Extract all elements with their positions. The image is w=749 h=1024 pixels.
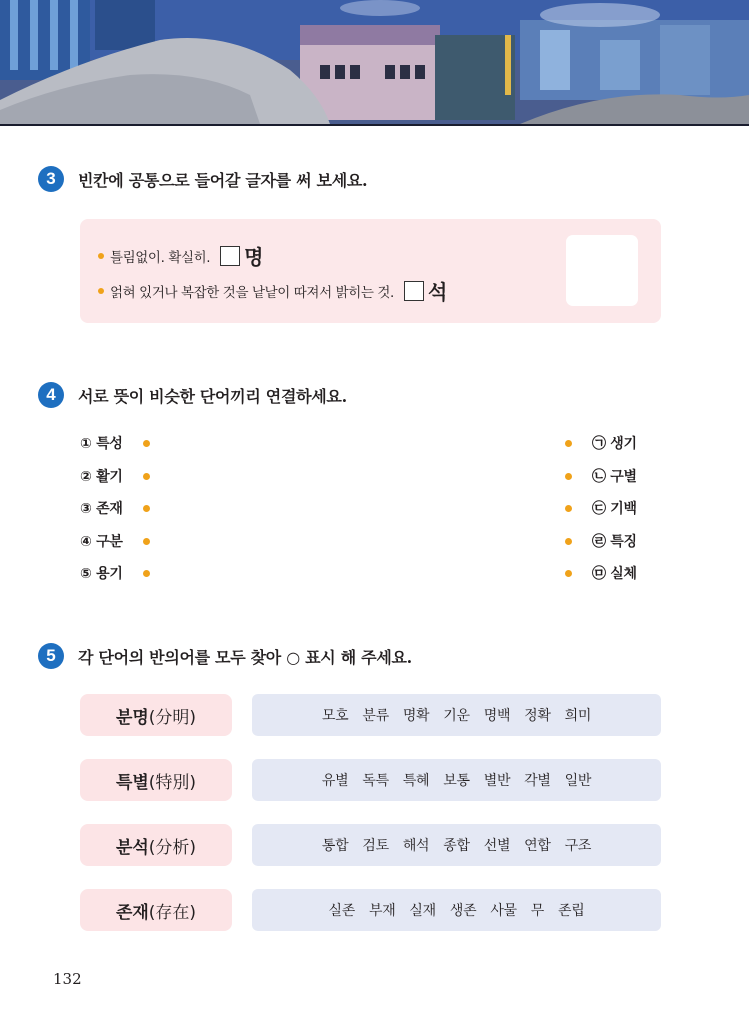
q5-word-hanja: (存在) (148, 902, 197, 923)
question-3-instruction: 빈칸에 공통으로 들어갈 글자를 써 보세요. (78, 170, 368, 190)
question-5-instruction: 각 단어의 반의어를 모두 찾아 ○ 표시 해 주세요. (78, 647, 412, 667)
q5-word-hanja: (分明) (148, 707, 197, 728)
option-word[interactable]: 생존 (449, 903, 477, 919)
q5-word-1 (80, 694, 232, 736)
question-number-5: 5 (38, 643, 64, 669)
blank-box-1[interactable] (220, 246, 240, 266)
illustration-banner (0, 0, 749, 126)
q3-answer-box[interactable] (566, 235, 638, 306)
option-word[interactable]: 보통 (443, 773, 470, 789)
option-word[interactable]: 각별 (524, 773, 551, 789)
option-word[interactable]: 유별 (321, 773, 349, 789)
option-word[interactable]: 구조 (564, 838, 592, 854)
q5-word-hanja: (特別) (148, 772, 197, 793)
q4-right-label: ㉡ 구별 (592, 469, 637, 485)
bullet-icon (98, 253, 104, 259)
q4-left-label: ④ 구분 (80, 534, 123, 550)
q5-word-korean: 분명 (115, 707, 149, 728)
option-word[interactable]: 실존 (328, 903, 355, 919)
q4-right-label: ㉣ 특징 (592, 534, 637, 550)
option-word[interactable]: 모호 (321, 708, 349, 724)
question-4-instruction: 서로 뜻이 비슷한 단어끼리 연결하세요. (78, 386, 347, 406)
option-word[interactable]: 선별 (483, 838, 511, 854)
city-night-illustration (0, 0, 749, 124)
option-word[interactable]: 특혜 (402, 773, 430, 789)
q4-right-item-2[interactable] (565, 466, 637, 486)
q5-word-hanja: (分析) (148, 837, 197, 858)
q4-right-item-5[interactable] (565, 563, 637, 583)
option-word[interactable]: 정확 (524, 708, 551, 724)
option-word[interactable]: 존립 (558, 903, 585, 919)
question-3-header (38, 166, 367, 192)
connect-dot[interactable] (565, 473, 572, 480)
option-word[interactable]: 별반 (483, 773, 511, 789)
q5-word-3 (80, 824, 232, 866)
option-word[interactable]: 실재 (409, 903, 436, 919)
q3-hint-2-suffix: 석 (427, 280, 447, 304)
page-number: 132 (53, 970, 82, 988)
option-word[interactable]: 분류 (362, 708, 389, 724)
q4-right-item-1[interactable] (565, 433, 637, 453)
q4-right-label: ㉠ 생기 (592, 436, 637, 452)
connect-dot[interactable] (565, 538, 572, 545)
q5-word-4 (80, 889, 232, 931)
question-4-header (38, 382, 347, 408)
blank-box-2[interactable] (404, 281, 424, 301)
q5-options-1 (252, 694, 661, 736)
q5-options-3 (252, 824, 661, 866)
option-word[interactable]: 검토 (362, 838, 389, 854)
q5-options-2 (252, 759, 661, 801)
option-word[interactable]: 독특 (362, 773, 389, 789)
option-word[interactable]: 명백 (483, 708, 511, 724)
option-word[interactable]: 희미 (564, 708, 592, 724)
q4-right-item-4[interactable] (565, 531, 637, 551)
option-word[interactable]: 연합 (524, 838, 551, 854)
q4-right-label: ㉤ 실체 (592, 566, 637, 582)
q3-hint-1-suffix: 명 (244, 245, 264, 269)
q4-left-item-4[interactable] (80, 531, 150, 551)
q4-left-label: ① 특성 (80, 436, 123, 452)
connect-dot[interactable] (565, 440, 572, 447)
q3-hint-2-text: 얽혀 있거나 복잡한 것을 낱낱이 따져서 밝히는 것. (110, 284, 394, 301)
q5-options-4 (252, 889, 661, 931)
q4-left-label: ③ 존재 (80, 501, 123, 517)
option-word[interactable]: 명확 (402, 708, 430, 724)
q4-left-item-1[interactable] (80, 433, 150, 453)
q4-right-label: ㉢ 기백 (592, 501, 637, 517)
option-word[interactable]: 통합 (321, 838, 349, 854)
q4-left-item-3[interactable] (80, 498, 150, 518)
q4-left-label: ② 활기 (80, 469, 123, 485)
q5-word-2 (80, 759, 232, 801)
q4-right-item-3[interactable] (565, 498, 637, 518)
connect-dot[interactable] (143, 570, 150, 577)
option-word[interactable]: 사물 (490, 903, 517, 919)
option-word[interactable]: 해석 (402, 838, 430, 854)
q5-word-korean: 분석 (115, 837, 149, 858)
connect-dot[interactable] (143, 538, 150, 545)
q3-hint-1 (98, 241, 263, 270)
q4-left-item-5[interactable] (80, 563, 150, 583)
q4-left-label: ⑤ 용기 (80, 566, 123, 582)
bullet-icon (98, 288, 104, 294)
q3-hint-1-text: 틀림없이. 확실히. (110, 249, 211, 266)
option-word[interactable]: 무 (530, 903, 545, 919)
option-word[interactable]: 부재 (368, 903, 396, 919)
q4-left-item-2[interactable] (80, 466, 150, 486)
q5-word-korean: 존재 (115, 902, 149, 923)
connect-dot[interactable] (143, 473, 150, 480)
question-number-4: 4 (38, 382, 64, 408)
option-word[interactable]: 일반 (564, 773, 592, 789)
q5-word-korean: 특별 (115, 772, 149, 793)
question-number-3: 3 (38, 166, 64, 192)
question-5-header (38, 643, 412, 669)
option-word[interactable]: 종합 (443, 838, 470, 854)
connect-dot[interactable] (143, 505, 150, 512)
q3-hint-box (80, 219, 661, 323)
option-word[interactable]: 기운 (443, 708, 470, 724)
connect-dot[interactable] (143, 440, 150, 447)
q3-hint-2 (98, 276, 447, 305)
connect-dot[interactable] (565, 505, 572, 512)
connect-dot[interactable] (565, 570, 572, 577)
